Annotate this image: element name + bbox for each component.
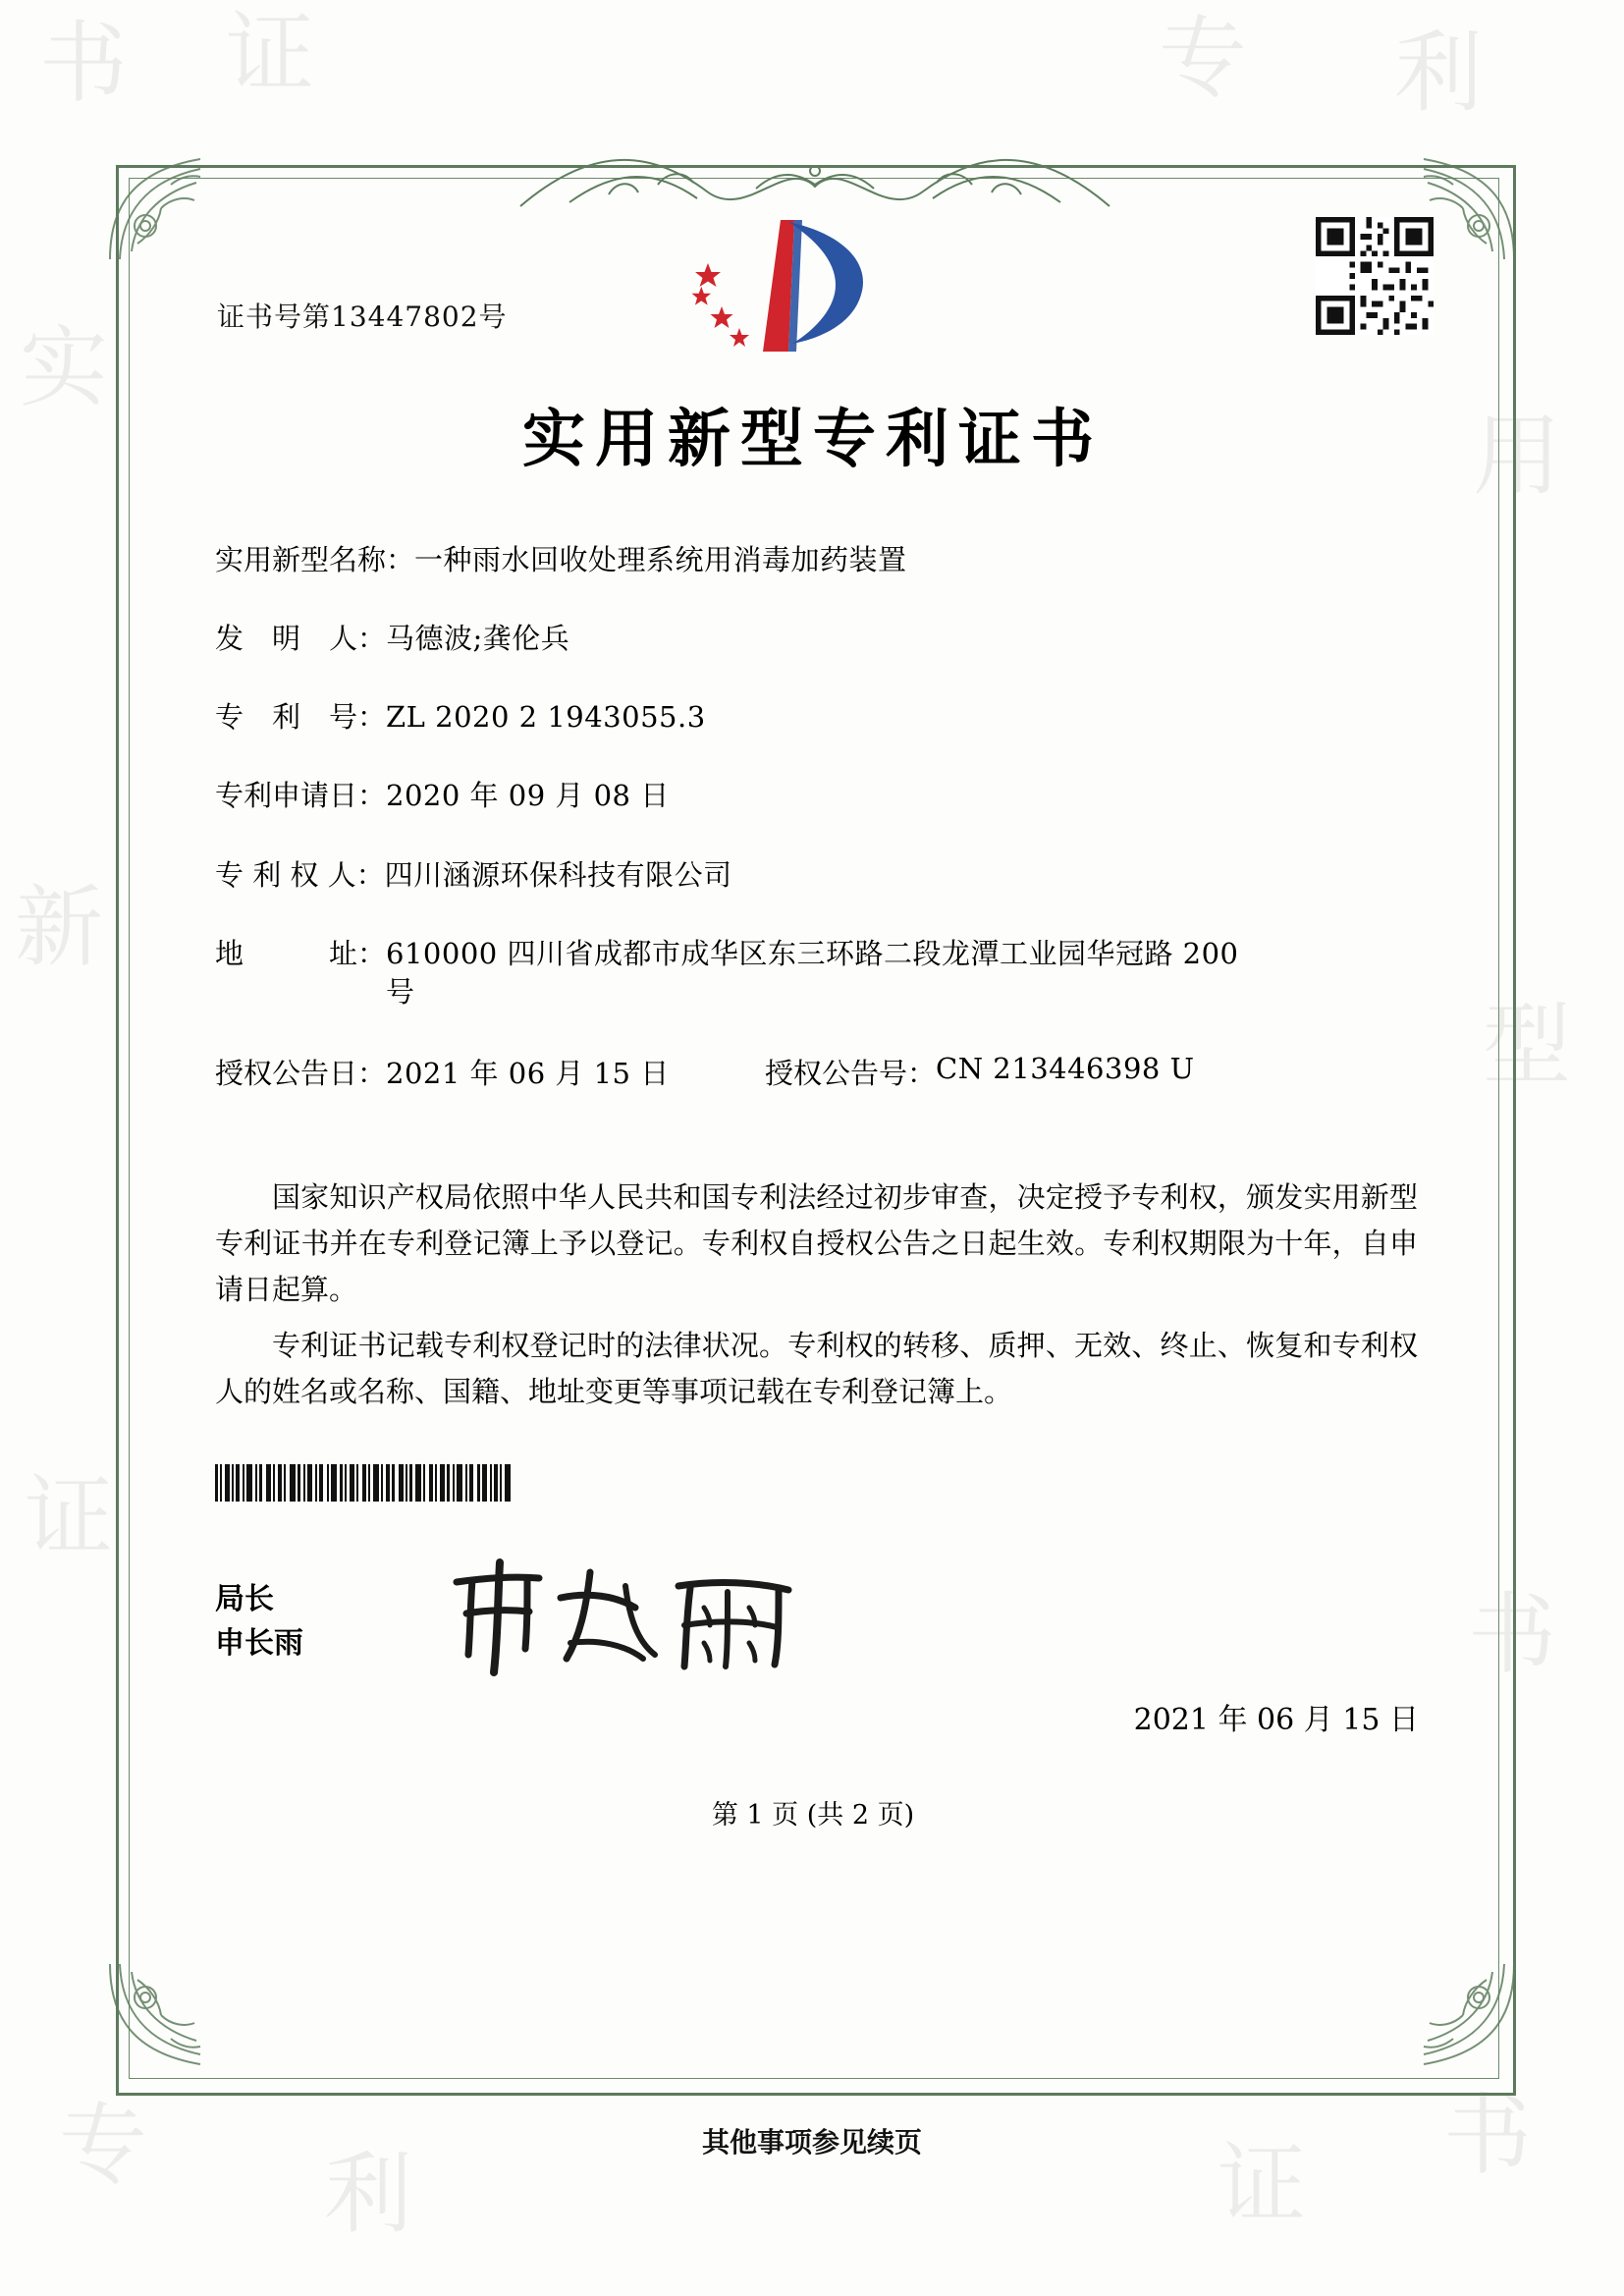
- field-value: 一种雨水回收处理系统用消毒加药装置: [414, 543, 907, 576]
- field-application-date: [215, 777, 1423, 815]
- field-patentee: [215, 856, 1423, 895]
- field-value: 610000 四川省成都市成华区东三环路二段龙潭工业园华冠路 200 号: [386, 936, 1239, 1009]
- watermark-decoration: 利: [1394, 22, 1483, 125]
- field-value: 2021 年 06 月 15 日: [386, 1056, 670, 1090]
- watermark-decoration: 专: [59, 2094, 147, 2197]
- watermark-decoration: 实: [20, 316, 108, 419]
- field-value: 马德波;龚伦兵: [386, 622, 570, 656]
- certificate-content: [129, 178, 1497, 2077]
- field-value: CN 213446398 U: [936, 1051, 1195, 1085]
- qr-code-icon: [1316, 217, 1434, 335]
- watermark-decoration: 用: [1473, 405, 1561, 508]
- watermark-decoration: 利: [324, 2143, 412, 2246]
- field-list: [215, 541, 1423, 1121]
- field-address: [215, 935, 1423, 1011]
- signature-title-block: [215, 1577, 303, 1666]
- field-utility-model-name: [215, 541, 1423, 579]
- field-label: 专利申请日：: [215, 779, 387, 813]
- director-title: 局长: [215, 1582, 274, 1616]
- watermark-decoration: 型: [1483, 994, 1571, 1097]
- barcode-icon: [215, 1464, 632, 1502]
- watermark-decoration: 书: [1468, 1583, 1556, 1686]
- footer-note: 其他事项参见续页: [701, 2126, 922, 2159]
- field-label: 专 利 号：: [215, 700, 387, 735]
- field-value: 四川涵源环保科技有限公司: [384, 857, 732, 892]
- field-value: 2020 年 09 月 08 日: [386, 779, 670, 813]
- watermark-decoration: 证: [1218, 2133, 1306, 2236]
- patent-office-emblem-icon: [678, 212, 914, 369]
- page-title: 实用新型专利证书: [522, 403, 1104, 476]
- field-grant-row: [215, 1052, 1423, 1092]
- page-number: 第 1 页 (共 2 页): [711, 1800, 915, 1831]
- legal-paragraph: 国家知识产权局依照中华人民共和国专利法经过初步审查，决定授予专利权，颁发实用新型专利证书并在专利登记簿上予以登记。专利权自授权公告之日起生效。专利权期限为十年，自申请日起算。: [215, 1180, 1418, 1306]
- watermark-decoration: 新: [15, 876, 103, 979]
- certificate-number: 证书号第13447802号: [217, 301, 508, 333]
- director-name: 申长雨: [215, 1626, 303, 1661]
- watermark-decoration: 专: [1159, 7, 1247, 110]
- legal-paragraph: 专利证书记载专利权登记时的法律状况。专利权的转移、质押、无效、终止、恢复和专利权人的姓名或名称、国籍、地址变更等事项记载在专利登记簿上。: [215, 1328, 1418, 1408]
- watermark-decoration: 书: [1443, 2084, 1532, 2187]
- watermark-decoration: 证: [226, 2, 314, 105]
- issue-date: 2021 年 06 月 15 日: [1133, 1703, 1419, 1737]
- legal-text: [215, 1175, 1418, 1425]
- field-label: 地 址：: [215, 936, 387, 970]
- field-label: 实用新型名称：: [215, 543, 415, 576]
- field-label: 发 明 人：: [215, 622, 387, 656]
- field-inventor: [215, 620, 1423, 658]
- handwritten-signature-icon: [433, 1553, 826, 1680]
- field-label: 授权公告号：: [765, 1056, 937, 1090]
- watermark-decoration: 书: [39, 12, 128, 115]
- field-label: 专 利 权 人：: [215, 857, 385, 892]
- watermark-decoration: 证: [25, 1465, 113, 1568]
- field-grant-date: [215, 1052, 765, 1092]
- field-patent-number: [215, 698, 1423, 737]
- field-label: 授权公告日：: [215, 1056, 387, 1090]
- field-grant-number: [765, 1052, 1423, 1092]
- field-value: ZL 2020 2 1943055.3: [386, 700, 706, 735]
